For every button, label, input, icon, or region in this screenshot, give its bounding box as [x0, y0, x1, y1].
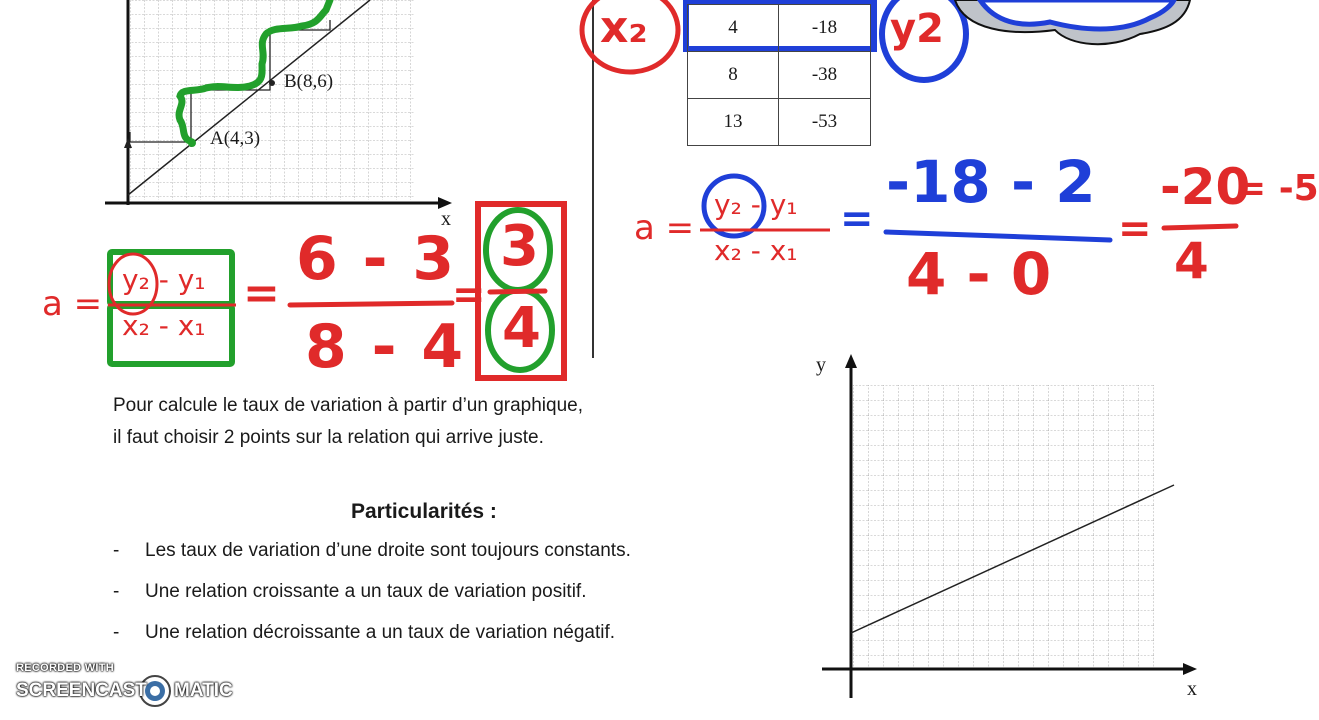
equals-2: =: [452, 272, 486, 318]
table-cell: 4: [688, 5, 779, 52]
table-row: [688, 52, 871, 99]
list-item-text: Les taux de variation d’une droite sont toujours constants.: [145, 540, 631, 561]
values-table: [687, 4, 871, 146]
table-cell: -38: [779, 52, 871, 99]
list-item: [113, 581, 586, 603]
table-cell: 8: [688, 52, 779, 99]
table-row: [688, 5, 871, 52]
list-item-text: Une relation croissante a un taux de variation positif.: [145, 581, 587, 602]
formula1-numerator: y₂ - y₁: [122, 263, 206, 296]
point-a-marker: [188, 139, 196, 147]
a-equals-1: a =: [42, 284, 103, 324]
bullet-dash: -: [113, 622, 120, 643]
particularities-heading: Particularités :: [351, 500, 497, 523]
hand-numerator-1: 6 - 3: [296, 224, 457, 294]
list-item: [113, 540, 631, 562]
graph-bottom-right: [822, 354, 1197, 698]
point-b-marker: [269, 80, 275, 86]
formula2-numerator: y₂ - y₁: [714, 188, 798, 221]
formula2-denominator: x₂ - x₁: [714, 234, 798, 267]
explanation-line-1: Pour calcule le taux de variation à partir d’un graphique,: [113, 395, 584, 416]
list-item: [113, 622, 615, 644]
table-row: [688, 99, 871, 146]
table-cell: -18: [779, 5, 871, 52]
formula1-denominator: x₂ - x₁: [122, 309, 206, 342]
bullet-dash: -: [113, 581, 120, 602]
result-denominator-1: 4: [502, 296, 541, 361]
grid-background-2: [853, 385, 1155, 670]
watermark-brand-right: MATIC: [174, 680, 233, 701]
result-fraction-bar-1: [490, 291, 545, 292]
bullet-dash: -: [113, 540, 120, 561]
table-cell: 13: [688, 99, 779, 146]
result-fraction-bar-2: [1164, 226, 1236, 228]
equals-3: =: [840, 196, 874, 242]
x-axis-label-2: x: [1187, 678, 1197, 700]
hand-fraction-bar-1: [290, 303, 452, 305]
hand-denominator-1: 8 - 4: [305, 312, 466, 382]
table-annotations: [582, 0, 1190, 80]
a-equals-2: a =: [634, 208, 695, 248]
hand-fraction-bar-2: [886, 232, 1110, 240]
trailing-result: = -5: [1236, 168, 1319, 209]
result-denominator-2: 4: [1174, 232, 1209, 290]
point-a-label: A(4,3): [210, 128, 261, 149]
annotation-x2: x₂: [600, 2, 648, 53]
hand-numerator-2: -18 - 2: [886, 148, 1096, 216]
annotation-y2: y2: [890, 6, 944, 52]
equals-4: =: [1118, 206, 1152, 252]
equals-1: =: [243, 268, 280, 319]
watermark-brand-left: SCREENCAST: [16, 680, 147, 701]
x-axis-label: x: [441, 208, 451, 230]
list-item-text: Une relation décroissante a un taux de variation négatif.: [145, 622, 616, 643]
point-b-label: B(8,6): [284, 71, 334, 92]
y-axis-label-2: y: [816, 354, 826, 376]
hand-denominator-2: 4 - 0: [906, 240, 1052, 308]
table-cell: -53: [779, 99, 871, 146]
result-numerator-2: -20: [1160, 158, 1251, 216]
watermark-recorded-with: RECORDED WITH: [16, 662, 115, 674]
graph-top-left: [105, 0, 452, 209]
explanation-line-2: il faut choisir 2 points sur la relation qui arrive juste.: [113, 427, 544, 448]
result-numerator-1: 3: [500, 214, 539, 279]
